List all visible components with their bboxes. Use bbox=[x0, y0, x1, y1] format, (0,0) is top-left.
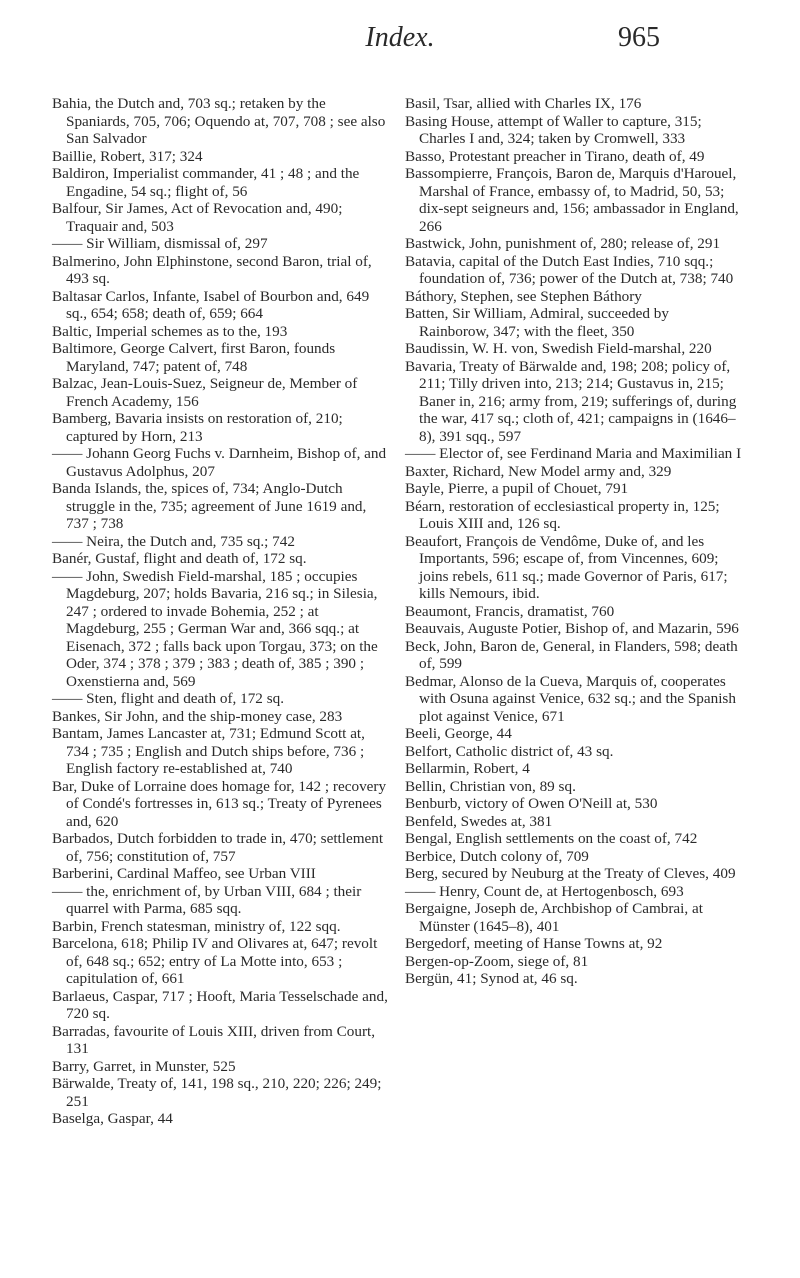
index-entry: Barberini, Cardinal Maffeo, see Urban VIII bbox=[52, 865, 316, 882]
index-entry: Bankes, Sir John, and the ship-money case, 283 bbox=[52, 707, 343, 725]
index-entry: Beaumont, Francis, dramatist, 760 bbox=[405, 602, 615, 620]
page-number: 965 bbox=[618, 22, 660, 53]
right-column bbox=[405, 95, 743, 988]
index-entry: Berbice, Dutch colony of, 709 bbox=[405, 847, 589, 865]
index-entry: —— Sten, flight and death of, 172 sq. bbox=[52, 690, 285, 707]
index-entry: Bamberg, Bavaria insists on restoration of, 210; captured by Horn, 213 bbox=[52, 410, 343, 445]
index-entry: Barradas, favourite of Louis XIII, driven from Court, 131 bbox=[52, 1022, 376, 1057]
index-entry: Bavaria, Treaty of Bärwalde and, 198; 208; policy of, 211; Tilly driven into, 213; 214; Gustavus in, 215; Baner in, 216; army from, 219; sufferings of, during the war, 417 sq.; cloth of, 421; campaigns in (1646–8), 391 sqq., 597 bbox=[405, 357, 737, 445]
index-entry: Benburb, victory of Owen O'Neill at, 530 bbox=[405, 795, 658, 812]
index-entry: Béarn, restoration of ecclesiastical property in, 125; Louis XIII and, 126 sq. bbox=[405, 497, 720, 532]
index-entry: Bassompierre, François, Baron de, Marquis d'Harouel, Marshal of France, embassy of, to Madrid, 50, 53; dix-sept seigneurs and, 156; ambassador in England, 266 bbox=[405, 165, 739, 235]
index-entry: —— Henry, Count de, at Hertogenbosch, 693 bbox=[405, 882, 684, 900]
index-entry: Baldiron, Imperialist commander, 41 ; 48 ; and the Engadine, 54 sq.; flight of, 56 bbox=[52, 165, 360, 200]
index-entry: Batavia, capital of the Dutch East Indies, 710 sqq.; foundation of, 736; power of the Dutch at, 738; 740 bbox=[405, 252, 734, 287]
index-entry: —— Sir William, dismissal of, 297 bbox=[52, 235, 268, 252]
index-entry: Balfour, Sir James, Act of Revocation and, 490; Traquair and, 503 bbox=[52, 200, 343, 235]
index-entry: Bantam, James Lancaster at, 731; Edmund Scott at, 734 ; 735 ; English and Dutch ships before, 736 ; English factory re-established at, 740 bbox=[52, 725, 365, 777]
index-entry: Barbin, French statesman, ministry of, 122 sqq. bbox=[52, 917, 341, 935]
index-entry: Baxter, Richard, New Model army and, 329 bbox=[405, 462, 672, 480]
index-entry: Bellarmin, Robert, 4 bbox=[405, 760, 530, 777]
index-entry: —— Neira, the Dutch and, 735 sq.; 742 bbox=[52, 532, 295, 550]
left-column bbox=[52, 95, 390, 1128]
index-entry: Basing House, attempt of Waller to capture, 315; Charles I and, 324; taken by Cromwell, 333 bbox=[405, 112, 702, 147]
index-entry: Beauvais, Auguste Potier, Bishop of, and Mazarin, 596 bbox=[405, 620, 739, 637]
index-entry: Basil, Tsar, allied with Charles IX, 176 bbox=[405, 95, 642, 112]
index-entry: —— the, enrichment of, by Urban VIII, 684 ; their quarrel with Parma, 685 sqq. bbox=[52, 882, 362, 917]
index-entry: Bastwick, John, punishment of, 280; release of, 291 bbox=[405, 235, 721, 252]
index-entry: Baltimore, George Calvert, first Baron, founds Maryland, 747; patent of, 748 bbox=[52, 340, 336, 375]
index-entry: Balzac, Jean-Louis-Suez, Seigneur de, Member of French Academy, 156 bbox=[52, 375, 358, 410]
index-entry: Barry, Garret, in Munster, 525 bbox=[52, 1057, 236, 1075]
index-entry: Basso, Protestant preacher in Tirano, death of, 49 bbox=[405, 147, 705, 165]
index-entry: Barbados, Dutch forbidden to trade in, 470; settlement of, 756; constitution of, 757 bbox=[52, 830, 384, 865]
index-entry: Baltasar Carlos, Infante, Isabel of Bourbon and, 649 sq., 654; 658; death of, 659; 664 bbox=[52, 287, 370, 322]
index-entry: Bärwalde, Treaty of, 141, 198 sq., 210, 220; 226; 249; 251 bbox=[52, 1075, 382, 1110]
index-entry: Bedmar, Alonso de la Cueva, Marquis of, cooperates with Osuna against Venice, 632 sq.; and the Spanish plot against Venice, 671 bbox=[405, 672, 736, 725]
index-entry: Barlaeus, Caspar, 717 ; Hooft, Maria Tesselschade and, 720 sq. bbox=[52, 987, 388, 1022]
index-entry: Baudissin, W. H. von, Swedish Field-marshal, 220 bbox=[405, 340, 712, 357]
index-entry: Bergaigne, Joseph de, Archbishop of Cambrai, at Münster (1645–8), 401 bbox=[405, 900, 703, 935]
index-entry: Baltic, Imperial schemes as to the, 193 bbox=[52, 322, 288, 340]
index-entry: Bahia, the Dutch and, 703 sq.; retaken by the Spaniards, 705, 706; Oquendo at, 707, 708 ; see also San Salvador bbox=[52, 95, 386, 147]
index-entry: Banda Islands, the, spices of, 734; Anglo-Dutch struggle in the, 735; agreement of June 1619 and, 737 ; 738 bbox=[52, 480, 367, 532]
index-entry: —— John, Swedish Field-marshal, 185 ; occupies Magdeburg, 207; holds Bavaria, 216 sq.; in Silesia, 247 ; ordered to invade Bohemia, 252 ; at Magdeburg, 255 ; German War and, 366 sqq.; at Eisenach, 372 ; falls back upon Torgau, 373; on the Oder, 374 ; 378 ; 379 ; 383 ; death of, 385 ; 390 ; Oxenstierna and, 569 bbox=[52, 567, 378, 690]
index-entry: Batten, Sir William, Admiral, succeeded by Rainborow, 347; with the fleet, 350 bbox=[405, 305, 669, 340]
index-entry: Báthory, Stephen, see Stephen Báthory bbox=[405, 287, 642, 305]
index-entry: Bayle, Pierre, a pupil of Chouet, 791 bbox=[405, 480, 629, 497]
index-entry: Benfeld, Swedes at, 381 bbox=[405, 812, 553, 830]
index-entry: Bengal, English settlements on the coast of, 742 bbox=[405, 830, 698, 847]
index-entry: Beeli, George, 44 bbox=[405, 725, 512, 742]
index-entry: Balmerino, John Elphinstone, second Baron, trial of, 493 sq. bbox=[52, 252, 372, 287]
page-title: Index. bbox=[365, 22, 435, 53]
index-entry: Berg, secured by Neuburg at the Treaty of Cleves, 409 bbox=[405, 865, 736, 882]
index-entry: Bergen-op-Zoom, siege of, 81 bbox=[405, 952, 589, 970]
index-entry: Bergedorf, meeting of Hanse Towns at, 92 bbox=[405, 935, 663, 952]
running-head bbox=[0, 22, 800, 62]
index-entry: —— Elector of, see Ferdinand Maria and Maximilian I bbox=[405, 445, 742, 462]
index-entry: Banér, Gustaf, flight and death of, 172 sq. bbox=[52, 550, 307, 567]
index-entry: Baselga, Gaspar, 44 bbox=[52, 1110, 173, 1127]
index-entry: Bergün, 41; Synod at, 46 sq. bbox=[405, 970, 578, 987]
index-entry: Belfort, Catholic district of, 43 sq. bbox=[405, 742, 614, 760]
index-entry: Bellin, Christian von, 89 sq. bbox=[405, 777, 576, 795]
index-entry: Barcelona, 618; Philip IV and Olivares at, 647; revolt of, 648 sq.; 652; entry of La Motte into, 653 ; capitulation of, 661 bbox=[52, 935, 378, 987]
index-entry: Bar, Duke of Lorraine does homage for, 142 ; recovery of Condé's fortresses in, 613 sq.; Treaty of Pyrenees and, 620 bbox=[52, 777, 387, 830]
index-entry: Beaufort, François de Vendôme, Duke of, and les Importants, 596; escape of, from Vincennes, 609; joins rebels, 611 sq.; made Governor of Paris, 617; kills Nemours, ibid. bbox=[405, 532, 728, 602]
index-entry: —— Johann Georg Fuchs v. Darnheim, Bishop of, and Gustavus Adolphus, 207 bbox=[52, 445, 387, 480]
index-entry: Beck, John, Baron de, General, in Flanders, 598; death of, 599 bbox=[405, 637, 738, 672]
index-entry: Baillie, Robert, 317; 324 bbox=[52, 147, 203, 165]
